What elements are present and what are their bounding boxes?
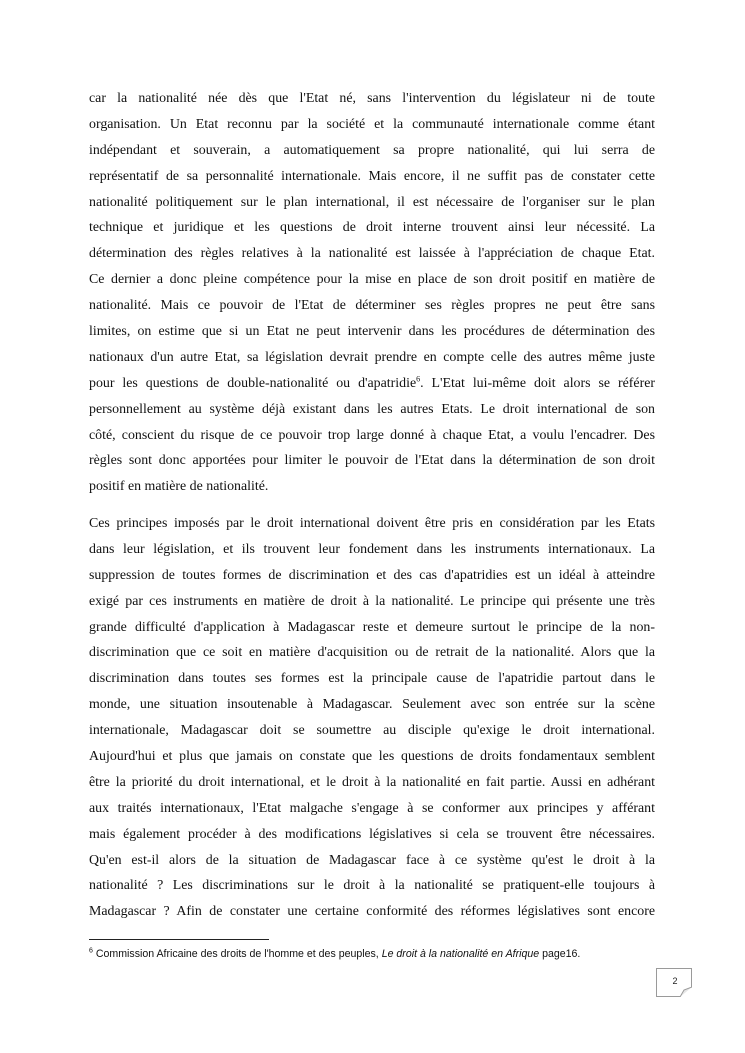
text-line: mais également procéder à des modifications législatives si cela se trouvent être nécessaires. (89, 826, 655, 842)
page-number-box (656, 968, 692, 997)
text-line: Ce dernier a donc pleine compétence pour la mise en place de son droit positif en matière de (89, 272, 655, 288)
text-line: représentatif de sa personnalité internationale. Mais encore, il ne suffit pas de constater cette (89, 168, 655, 184)
text-segment: pour les questions de double-nationalité ou d'apatridie (89, 375, 417, 391)
text-line: limites, on estime que si un Etat ne peut intervenir dans les procédures de détermination des (89, 324, 655, 340)
text-line: règles sont donc apportées pour limiter le pouvoir de l'Etat dans la détermination de son droit (89, 453, 655, 469)
text-line: Ces principes imposés par le droit international doivent être pris en considération par les Etats (89, 516, 655, 531)
page-curl-icon (680, 987, 692, 997)
footnote (89, 946, 689, 962)
paragraph-2 (89, 511, 655, 925)
page-number: 2 (672, 976, 678, 986)
text-line: monde, une situation insoutenable à Madagascar. Seulement avec son entrée sur la scène (89, 697, 655, 713)
text-line: personnellement au système déjà existant dans les autres Etats. Le droit international de son (89, 401, 655, 417)
text-line: nationalité ? Les discriminations sur le droit à la nationalité se pratiquent-elle toujours à (89, 878, 655, 894)
footnote-separator (89, 939, 269, 940)
text-line: internationale, Madagascar doit se soumettre au disciple qu'exige le droit international. (89, 723, 655, 739)
text-line: Qu'en est-il alors de la situation de Madagascar face à ce système qu'est le droit à la (89, 852, 655, 868)
paragraph-1 (89, 86, 655, 500)
footnote-reference[interactable]: 6 (416, 374, 421, 384)
text-line: car la nationalité née dès que l'Etat né, sans l'intervention du législateur ni de toute (89, 91, 655, 106)
text-line: positif en matière de nationalité. (89, 479, 269, 495)
text-line: discrimination que ce soit en matière d'acquisition ou de retrait de la nationalité. Alors que la (89, 645, 655, 661)
text-line: Aujourd'hui et plus que jamais on constate que les questions de droits fondamentaux semblent (89, 749, 655, 765)
text-line: organisation. Un Etat reconnu par la société et la communauté internationale comme étant (89, 116, 655, 132)
text-segment: . L'Etat lui-même doit alors se référer (420, 375, 655, 391)
text-line: Madagascar ? Afin de constater une certaine conformité des réformes législatives sont encore (89, 904, 655, 920)
text-line: côté, conscient du risque de ce pouvoir trop large donné à chaque Etat, a voulu l'encadrer. Des (89, 427, 655, 443)
text-line: technique et juridique et les questions de droit interne trouvent ainsi leur nécessité. La (89, 220, 655, 236)
text-line: exigé par ces instruments en matière de droit à la nationalité. Le principe qui présente une très (89, 593, 655, 609)
text-line-with-footnote-ref (89, 371, 655, 397)
text-line: détermination des règles relatives à la nationalité est laissée à l'appréciation de chaque Etat. (89, 246, 655, 262)
text-line: discrimination dans toutes ses formes est la principale cause de l'apatridie partout dans le (89, 671, 655, 687)
text-line: aux traités internationaux, l'Etat malgache s'engage à se conformer aux principes y afférant (89, 800, 655, 816)
footnote-page: page16. (539, 948, 581, 960)
footnote-text: Commission Africaine des droits de l'homme et des peuples, (92, 948, 382, 960)
text-line: grande difficulté d'application à Madagascar reste et demeure surtout le principe de la non- (89, 619, 655, 635)
text-line: nationaux d'un autre Etat, sa législation devrait prendre en compte celle des autres même juste (89, 349, 655, 365)
footnote-number: 6 (89, 947, 93, 955)
text-line: nationalité politiquement sur le plan international, il est nécessaire de l'organiser sur le plan (89, 194, 655, 210)
text-line: être la priorité du droit international, et le droit à la nationalité en fait partie. Aussi en adhérant (89, 774, 655, 790)
footnote-title: Le droit à la nationalité en Afrique (381, 948, 540, 960)
text-line: dans leur législation, et ils trouvent leur fondement dans les instruments internationaux. La (89, 541, 655, 557)
text-line: indépendant et souverain, a automatiquement sa propre nationalité, qui lui serra de (89, 142, 655, 158)
text-line: nationalité. Mais ce pouvoir de l'Etat de déterminer ses règles propres ne peut être sans (89, 298, 655, 314)
text-line: suppression de toutes formes de discrimination et des cas d'apatridies est un idéal à atteindre (89, 567, 655, 583)
